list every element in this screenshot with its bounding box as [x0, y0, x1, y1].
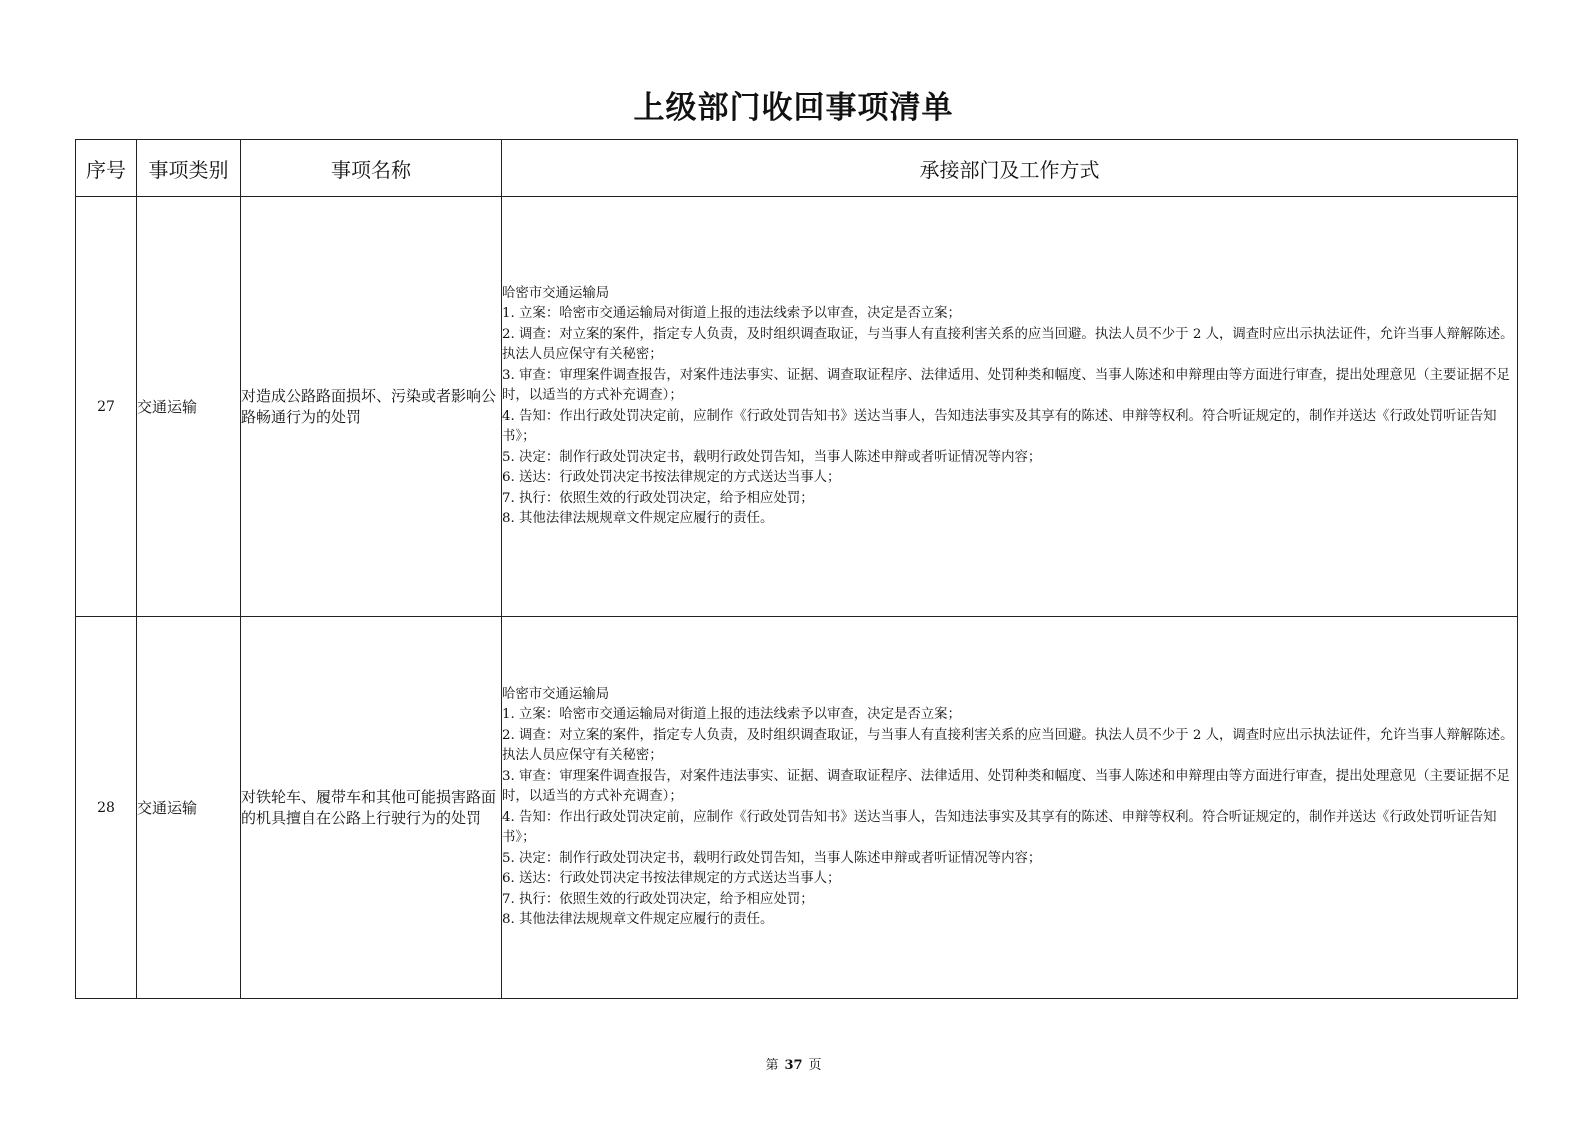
method-step: 3. 审查：审理案件调查报告，对案件违法事实、证据、调查取证程序、法律适用、处罚种类和幅度、当事人陈述和申辩理由等方面进行审查，提出处理意见（主要证据不足时，以适当的方式补充调查）；	[502, 367, 1510, 403]
table-row	[76, 617, 1518, 999]
method-step: 5. 决定：制作行政处罚决定书，载明行政处罚告知，当事人陈述申辩或者听证情况等内容；	[502, 850, 1042, 866]
header-category: 事项类别	[137, 140, 241, 197]
items-table	[75, 139, 1518, 999]
method-step: 4. 告知：作出行政处罚决定前，应制作《行政处罚告知书》送达当事人，告知违法事实及其享有的陈述、申辩等权利。符合听证规定的，制作并送达《行政处罚听证告知书》；	[502, 809, 1497, 845]
row-method	[502, 197, 1518, 617]
footer-suffix: 页	[808, 1058, 822, 1073]
method-step: 1. 立案：哈密市交通运输局对街道上报的违法线索予以审查，决定是否立案；	[502, 707, 961, 722]
method-department: 哈密市交通运输局	[502, 285, 610, 301]
page-title: 上级部门收回事项清单	[633, 90, 954, 126]
footer-prefix: 第	[765, 1058, 779, 1073]
method-step: 8. 其他法律法规规章文件规定应履行的责任。	[502, 511, 774, 526]
method-step: 2. 调查：对立案的案件，指定专人负责，及时组织调查取证，与当事人有直接利害关系的应当回避。执法人员不少于 2 人，调查时应出示执法证件，允许当事人辩解陈述。执法人员应保守有关秘密；	[502, 326, 1514, 362]
table-row	[76, 197, 1518, 617]
row-item-name: 对铁轮车、履带车和其他可能损害路面的机具擅自在公路上行驶行为的处罚	[241, 617, 502, 999]
header-method: 承接部门及工作方式	[502, 140, 1518, 197]
method-step: 2. 调查：对立案的案件，指定专人负责，及时组织调查取证，与当事人有直接利害关系的应当回避。执法人员不少于 2 人，调查时应出示执法证件，允许当事人辩解陈述。执法人员应保守有关秘密；	[502, 727, 1514, 763]
page-footer	[0, 1054, 1587, 1073]
method-step: 7. 执行：依照生效的行政处罚决定，给予相应处罚；	[502, 490, 814, 506]
method-department: 哈密市交通运输局	[502, 686, 610, 702]
method-step: 1. 立案：哈密市交通运输局对街道上报的违法线索予以审查，决定是否立案；	[502, 306, 961, 321]
row-item-name: 对造成公路路面损坏、污染或者影响公路畅通行为的处罚	[241, 197, 502, 617]
method-step: 8. 其他法律法规规章文件规定应履行的责任。	[502, 912, 774, 927]
row-method	[502, 617, 1518, 999]
method-step: 6. 送达：行政处罚决定书按法律规定的方式送达当事人；	[502, 470, 841, 485]
method-step: 6. 送达：行政处罚决定书按法律规定的方式送达当事人；	[502, 871, 841, 886]
method-step: 4. 告知：作出行政处罚决定前，应制作《行政处罚告知书》送达当事人，告知违法事实及其享有的陈述、申辩等权利。符合听证规定的，制作并送达《行政处罚听证告知书》；	[502, 408, 1497, 444]
header-number: 序号	[76, 140, 137, 197]
method-step: 3. 审查：审理案件调查报告，对案件违法事实、证据、调查取证程序、法律适用、处罚种类和幅度、当事人陈述和申辩理由等方面进行审查，提出处理意见（主要证据不足时，以适当的方式补充调查）；	[502, 768, 1510, 804]
table-header-row	[76, 140, 1518, 197]
header-item-name: 事项名称	[241, 140, 502, 197]
page-number: 37	[784, 1058, 803, 1073]
method-step: 7. 执行：依照生效的行政处罚决定，给予相应处罚；	[502, 891, 814, 907]
method-step: 5. 决定：制作行政处罚决定书，载明行政处罚告知，当事人陈述申辩或者听证情况等内容；	[502, 449, 1042, 465]
row-number: 27	[76, 197, 137, 617]
row-category: 交通运输	[137, 617, 241, 999]
row-category: 交通运输	[137, 197, 241, 617]
row-number: 28	[76, 617, 137, 999]
